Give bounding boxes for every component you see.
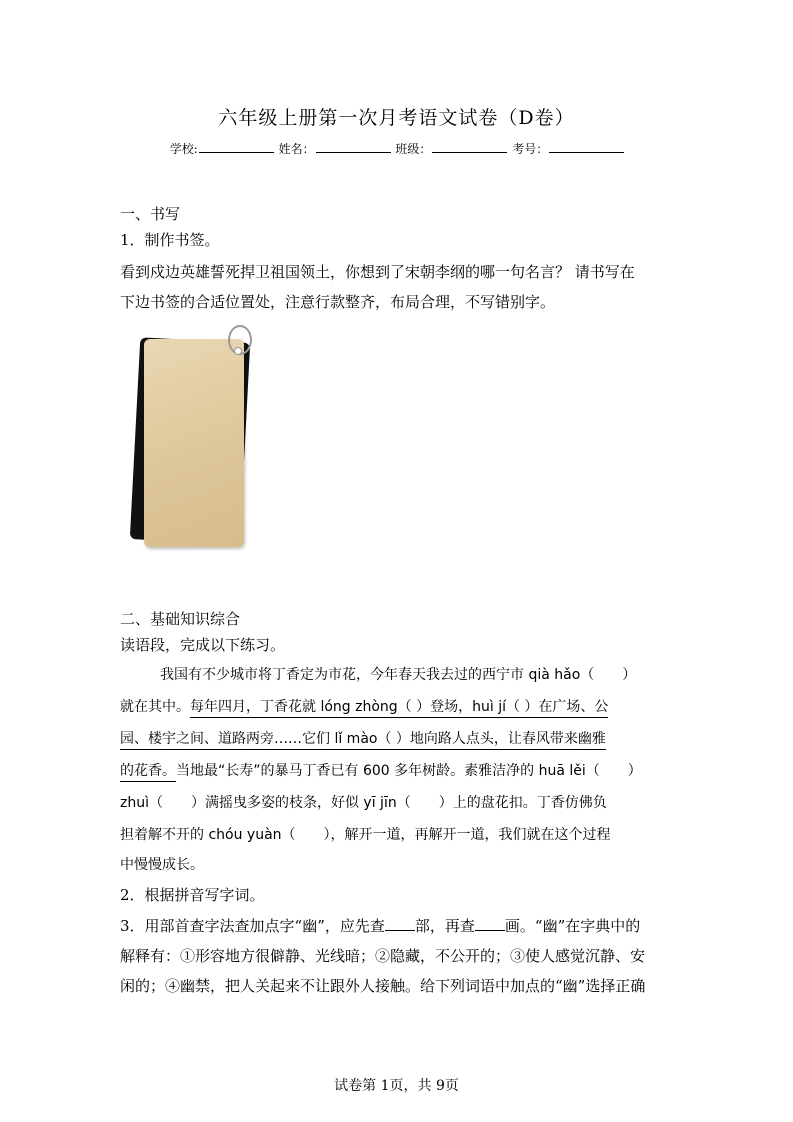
class-blank[interactable] (432, 140, 507, 153)
passage-line2-a: 就在其中。 (120, 699, 190, 715)
page-footer: 试卷第 1页，共 9页 (334, 1078, 459, 1094)
section1-heading: 一、书写 (120, 205, 181, 223)
passage-line5: zhuì（ ）满摇曳多姿的枝条，好似 yī jīn（ ）上的盘花扣。丁香仿佛负 (120, 795, 607, 811)
q1-line2: 下边书签的合适位置处，注意行款整齐，布局合理，不写错别字。 (120, 293, 556, 311)
q3-line1 (120, 915, 680, 936)
passage-underlined-1: 每年四月，丁香花就 lóng zhòng（ ）登场，huì jí（ ）在广场、公 (190, 699, 608, 718)
passage-line2 (120, 696, 680, 716)
q1-title: 1．制作书签。 (120, 231, 220, 249)
q3-part-a: 3．用部首查字法查加点字“幽”，应先查 (120, 917, 385, 935)
school-blank[interactable] (199, 140, 274, 153)
exam-title: 六年级上册第一次月考语文试卷（D卷） (218, 107, 575, 129)
radical-blank[interactable] (385, 918, 415, 931)
name-label: 姓名： (278, 142, 315, 156)
bookmark-image (130, 325, 260, 555)
q2-title: 2．根据拼音写字词。 (120, 886, 265, 904)
passage-line3 (120, 728, 680, 748)
class-label: 班级： (395, 142, 432, 156)
exam-no-label: 考号： (512, 142, 549, 156)
bookmark-hole (234, 347, 242, 355)
stroke-count-blank[interactable] (475, 918, 505, 931)
passage-line6: 担着解不开的 chóu yuàn（ ），解开一道，再解开一道，我们就在这个过程 (120, 827, 611, 843)
q1-line1: 看到戍边英雄誓死捍卫祖国领土，你想到了宋朝李纲的哪一句名言？ 请书写在 (120, 263, 635, 281)
exam-no-blank[interactable] (549, 140, 624, 153)
passage-line4-b: 当地最“长寿”的暴马丁香已有 600 多年树龄。素雅洁净的 huā lěi（ ） (176, 763, 642, 779)
section2-heading: 二、基础知识综合 (120, 610, 241, 628)
student-info-line (0, 140, 793, 157)
passage-underlined-2: 园、楼宇之间、道路两旁……它们 lǐ mào（ ）地向路人点头，让春风带来幽雅 (120, 731, 606, 750)
passage-line4 (120, 760, 680, 780)
passage-underlined-3: 的花香。 (120, 763, 176, 782)
q3-part-c: 画。“幽”在字典中的 (504, 917, 641, 935)
passage-line7: 中慢慢成长。 (120, 857, 204, 873)
name-blank[interactable] (316, 140, 391, 153)
q3-line3: 闲的；④幽禁，把人关起来不让跟外人接触。给下列词语中加点的“幽”选择正确 (120, 977, 646, 995)
school-label: 学校: (169, 142, 198, 156)
bookmark-front-card[interactable] (144, 339, 244, 547)
section2-intro: 读语段，完成以下练习。 (120, 636, 286, 654)
passage-line1: 我国有不少城市将丁香定为市花，今年春天我去过的西宁市 qià hǎo（ ） (160, 667, 637, 683)
q3-line2: 解释有：①形容地方很僻静、光线暗；②隐藏，不公开的；③使人感觉沉静、安 (120, 947, 646, 965)
q3-part-b: 部，再查 (414, 917, 475, 935)
